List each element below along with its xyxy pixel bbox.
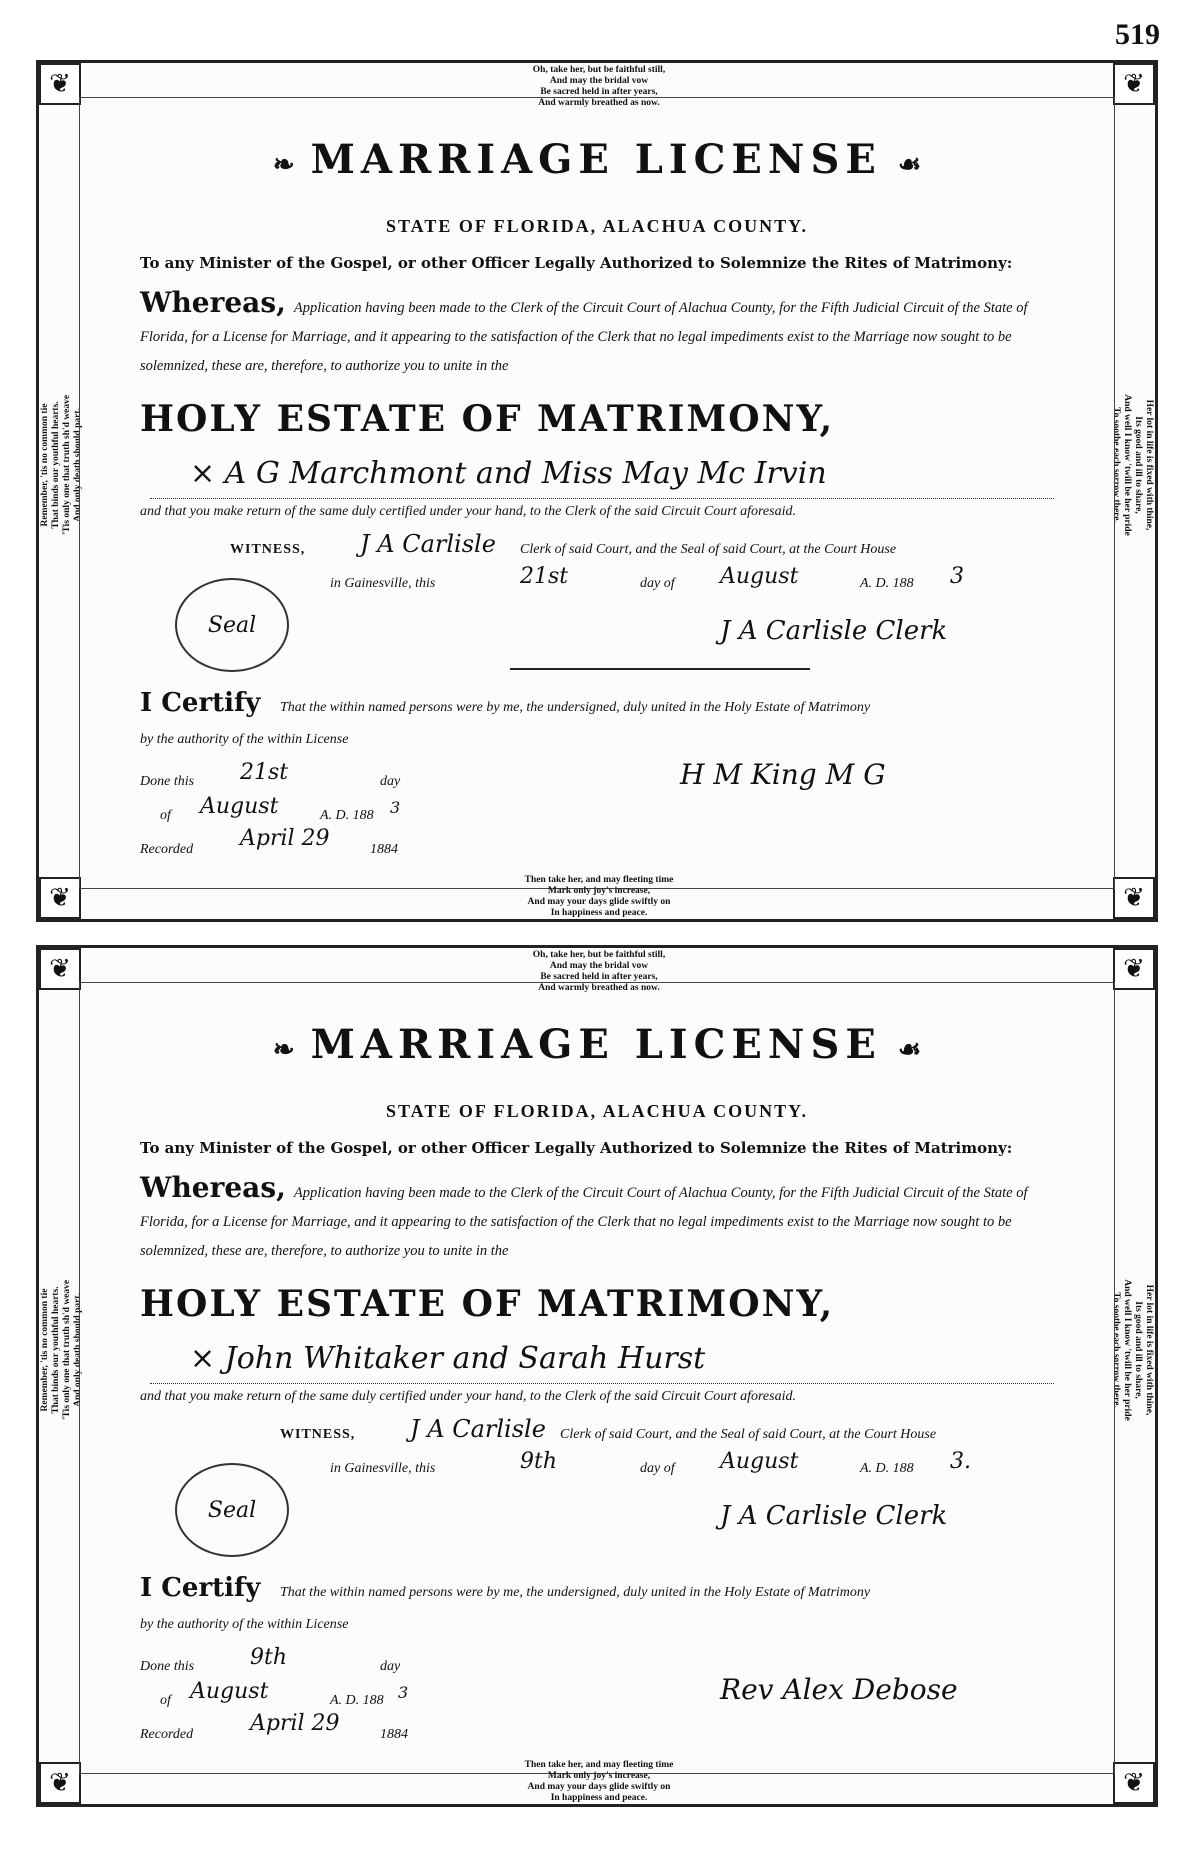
verse-top: Oh, take her, but be faithful still, And may the bridal vow Be sacred held in after years, And warmly breathed as now. xyxy=(532,950,666,993)
holy-estate-heading: HOLY ESTATE OF MATRIMONY, xyxy=(140,398,835,440)
issue-year-digit: 3 xyxy=(950,564,964,589)
marriage-license-1 xyxy=(36,60,1158,922)
certify-label: I Certify xyxy=(140,688,261,718)
done-day: 9th xyxy=(250,1645,288,1670)
issue-month: August xyxy=(720,1449,799,1474)
done-month: August xyxy=(200,794,279,819)
day-word: day xyxy=(380,1659,401,1674)
gainesville-label: in Gainesville, this xyxy=(330,1461,436,1476)
witness-signature: J A Carlisle xyxy=(360,530,496,558)
authority-text: by the authority of the within License xyxy=(140,732,349,747)
state-county: STATE OF FLORIDA, ALACHUA COUNTY. xyxy=(385,1101,809,1121)
flourish-icon: ❧ xyxy=(272,1035,295,1065)
done-ad-label: A. D. 188 xyxy=(320,808,374,823)
license-title: ❧ MARRIAGE LICENSE ☙ xyxy=(272,1021,922,1068)
done-ad-label: A. D. 188 xyxy=(330,1693,384,1708)
day-of-label: day of xyxy=(640,1461,675,1476)
certificate-body xyxy=(79,982,1115,1774)
verse-bottom: Then take her, and may fleeting time Mark only joy's increase, And may your days glide swiftly on In happiness and peace. xyxy=(524,875,674,918)
corner-ornament-icon: ❦ xyxy=(39,1762,81,1804)
certify-text: That the within named persons were by me, the undersigned, duly united in the Holy Estate of Matrimony xyxy=(280,700,871,715)
corner-ornament-icon: ❦ xyxy=(39,948,81,990)
flourish-icon: ❧ xyxy=(272,150,295,180)
certify-label: I Certify xyxy=(140,1573,261,1603)
corner-ornament-icon: ❦ xyxy=(1113,63,1155,105)
of-label: of xyxy=(160,808,171,823)
witness-signature: J A Carlisle xyxy=(410,1415,546,1443)
seal-stamp: Seal xyxy=(175,578,289,672)
corner-ornament-icon: ❦ xyxy=(1113,948,1155,990)
issue-year-digit: 3. xyxy=(950,1449,971,1474)
authority-text: by the authority of the within License xyxy=(140,1617,349,1632)
clerk-signature: J A Carlisle Clerk xyxy=(720,1501,948,1531)
recorded-year: 1884 xyxy=(370,842,398,857)
done-year-digit: 3 xyxy=(390,798,401,817)
license-title: ❧ MARRIAGE LICENSE ☙ xyxy=(272,136,922,183)
done-label: Done this xyxy=(140,774,195,789)
corner-ornament-icon: ❦ xyxy=(39,877,81,919)
verse-top: Oh, take her, but be faithful still, And may the bridal vow Be sacred held in after years, And warmly breathed as now. xyxy=(532,65,666,108)
issue-month: August xyxy=(720,564,799,589)
seal-stamp: Seal xyxy=(175,1463,289,1557)
day-word: day xyxy=(380,774,401,789)
day-of-label: day of xyxy=(640,576,675,591)
minister-signature: H M King M G xyxy=(680,758,886,791)
witness-label: WITNESS, xyxy=(230,542,306,557)
holy-estate-heading: HOLY ESTATE OF MATRIMONY, xyxy=(140,1283,835,1325)
section-divider xyxy=(510,668,810,670)
flourish-icon: ☙ xyxy=(897,1035,922,1065)
recorded-date: April 29 xyxy=(240,826,330,851)
done-label: Done this xyxy=(140,1659,195,1674)
minister-signature: Rev Alex Debose xyxy=(720,1673,958,1706)
couple-names: × John Whitaker and Sarah Hurst xyxy=(150,1341,1054,1384)
verse-right: Her lot in life is fixed with thine, Its good and ill to share, And well I know 'twill be her pride To soothe each sorrow there. xyxy=(1111,394,1154,536)
state-county: STATE OF FLORIDA, ALACHUA COUNTY. xyxy=(385,216,809,236)
marriage-license-2 xyxy=(36,945,1158,1807)
recorded-date: April 29 xyxy=(250,1711,340,1736)
done-day: 21st xyxy=(240,760,289,785)
gainesville-label: in Gainesville, this xyxy=(330,576,436,591)
corner-ornament-icon: ❦ xyxy=(39,63,81,105)
recorded-year: 1884 xyxy=(380,1727,408,1742)
certificate-body xyxy=(79,97,1115,889)
done-month: August xyxy=(190,1679,269,1704)
issue-day: 9th xyxy=(520,1449,558,1474)
recorded-label: Recorded xyxy=(140,1727,194,1742)
verse-bottom: Then take her, and may fleeting time Mark only joy's increase, And may your days glide swiftly on In happiness and peace. xyxy=(524,1760,674,1803)
clerk-signature: J A Carlisle Clerk xyxy=(720,616,948,646)
issue-day: 21st xyxy=(520,564,569,589)
whereas-paragraph: Whereas, Application having been made to the Clerk of the Circuit Court of Alachua County, for the Fifth Judicial Circuit of the State of Florida, for a License for Marriage, and it appearing to the satisfaction of the Clerk that no legal impediments exist to the Marriage now sought to be solemnized, these are, therefore, to authorize you to unite in the xyxy=(140,286,1028,374)
flourish-icon: ☙ xyxy=(897,150,922,180)
addressee: To any Minister of the Gospel, or other Officer Legally Authorized to Solemnize the Rites of Matrimony: xyxy=(140,1139,1013,1157)
verse-right: Her lot in life is fixed with thine, Its good and ill to share, And well I know 'twill be her pride To soothe each sorrow there. xyxy=(1111,1279,1154,1421)
whereas-paragraph: Whereas, Application having been made to the Clerk of the Circuit Court of Alachua County, for the Fifth Judicial Circuit of the State of Florida, for a License for Marriage, and it appearing to the satisfaction of the Clerk that no legal impediments exist to the Marriage now sought to be solemnized, these are, therefore, to authorize you to unite in the xyxy=(140,1171,1028,1259)
of-label: of xyxy=(160,1693,171,1708)
couple-names: × A G Marchmont and Miss May Mc Irvin xyxy=(150,456,1054,499)
ad-label: A. D. 188 xyxy=(860,1461,914,1476)
return-text: and that you make return of the same duly certified under your hand, to the Clerk of the said Circuit Court aforesaid. xyxy=(140,504,796,519)
ad-label: A. D. 188 xyxy=(860,576,914,591)
clerk-court-text: Clerk of said Court, and the Seal of said Court, at the Court House xyxy=(520,542,897,557)
corner-ornament-icon: ❦ xyxy=(1113,1762,1155,1804)
certify-text: That the within named persons were by me, the undersigned, duly united in the Holy Estate of Matrimony xyxy=(280,1585,871,1600)
witness-label: WITNESS, xyxy=(280,1427,356,1442)
addressee: To any Minister of the Gospel, or other Officer Legally Authorized to Solemnize the Rites of Matrimony: xyxy=(140,254,1013,272)
recorded-label: Recorded xyxy=(140,842,194,857)
corner-ornament-icon: ❦ xyxy=(1113,877,1155,919)
return-text: and that you make return of the same duly certified under your hand, to the Clerk of the said Circuit Court aforesaid. xyxy=(140,1389,796,1404)
verse-left: Remember, 'tis no common tie That binds our youthful hearts. 'Tis only one that truth sh'd weave And only death should part. xyxy=(40,394,83,536)
page-number: 519 xyxy=(1115,18,1160,51)
verse-left: Remember, 'tis no common tie That binds our youthful hearts. 'Tis only one that truth sh'd weave And only death should part. xyxy=(40,1279,83,1421)
done-year-digit: 3 xyxy=(398,1683,409,1702)
clerk-court-text: Clerk of said Court, and the Seal of said Court, at the Court House xyxy=(560,1427,937,1442)
